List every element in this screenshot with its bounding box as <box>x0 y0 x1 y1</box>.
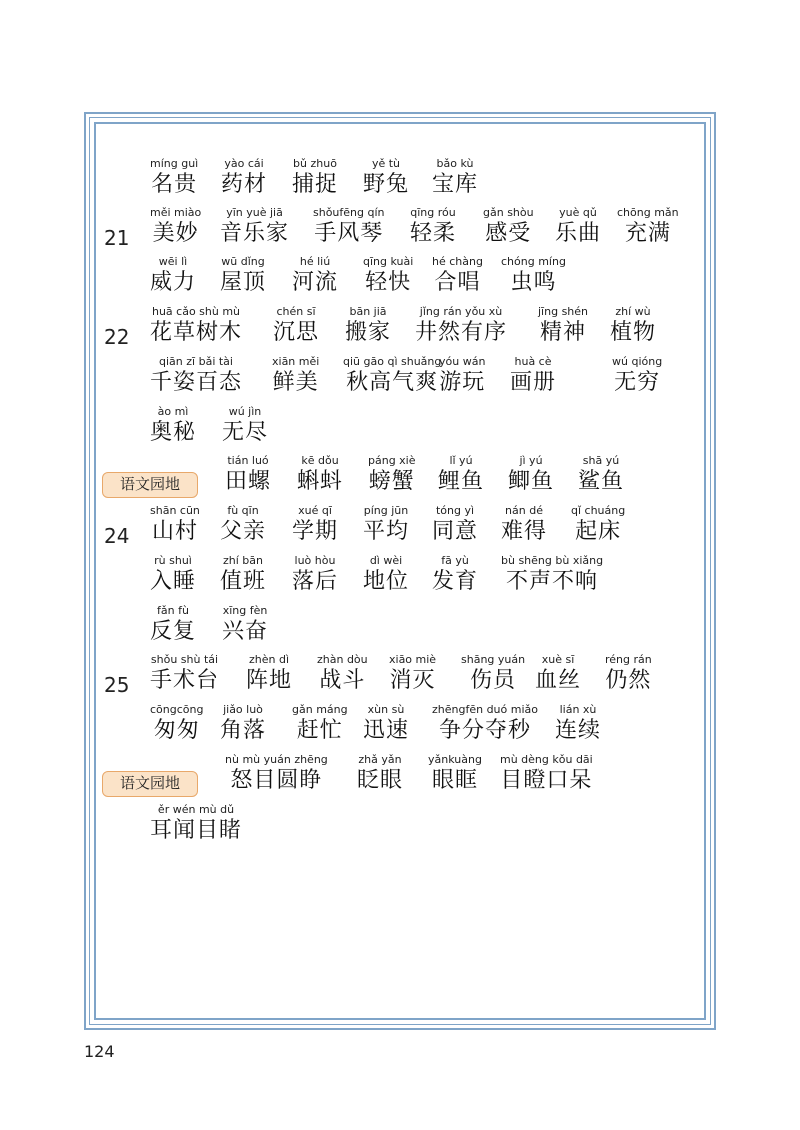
hanzi: 井然有序 <box>415 320 508 345</box>
hanzi: 战斗 <box>319 668 366 693</box>
hanzi: 兴奋 <box>222 619 269 644</box>
vocab-word <box>292 703 348 745</box>
hanzi: 入睡 <box>150 569 197 594</box>
hanzi: 伤员 <box>470 668 517 693</box>
hanzi: 充满 <box>624 221 671 246</box>
pinyin: jiǎo luò <box>223 703 263 716</box>
vocab-word <box>501 554 603 596</box>
vocab-word <box>438 454 484 496</box>
vocab-word <box>150 355 242 397</box>
hanzi: 发育 <box>432 569 479 594</box>
pinyin: bǎo kù <box>436 157 474 170</box>
vocab-word <box>555 703 601 745</box>
vocab-word <box>150 504 200 546</box>
pinyin: luò hòu <box>294 554 336 567</box>
hanzi: 耳闻目睹 <box>150 818 243 843</box>
lesson-number: 21 <box>104 226 130 250</box>
pinyin: jǐng rán yǒu xù <box>419 305 503 318</box>
vocab-word <box>555 206 601 248</box>
hanzi: 河流 <box>292 270 339 295</box>
pinyin: qīng róu <box>410 206 456 219</box>
pinyin: chōng mǎn <box>617 206 679 219</box>
pinyin: chóng míng <box>501 255 566 268</box>
vocab-word <box>432 255 483 297</box>
vocab-word <box>292 157 338 199</box>
hanzi: 目瞪口呆 <box>500 768 593 793</box>
hanzi: 值班 <box>220 569 267 594</box>
vocab-word <box>368 454 416 496</box>
pinyin: nù mù yuán zhēng <box>225 753 328 766</box>
hanzi: 消灭 <box>389 668 436 693</box>
pinyin: rù shuì <box>154 554 192 567</box>
hanzi: 不声不响 <box>506 569 599 594</box>
pinyin: yóu wán <box>439 355 486 368</box>
pinyin: fā yù <box>441 554 469 567</box>
lesson-number: 22 <box>104 325 130 349</box>
pinyin: gǎn máng <box>292 703 348 716</box>
vocab-word <box>432 703 538 745</box>
section-badge-yuwen-yuandi: 语文园地 <box>102 472 198 498</box>
hanzi: 美妙 <box>152 221 199 246</box>
vocab-word <box>220 504 266 546</box>
pinyin: qīng kuài <box>363 255 414 268</box>
pinyin: qǐ chuáng <box>571 504 626 517</box>
hanzi: 画册 <box>510 370 557 395</box>
pinyin: shǒu shù tái <box>150 653 219 666</box>
pinyin: zhí wù <box>615 305 651 318</box>
hanzi: 虫鸣 <box>510 270 557 295</box>
pinyin: zhēngfēn duó miǎo <box>432 703 538 716</box>
pinyin: xuè sī <box>541 653 575 666</box>
vocab-word <box>571 504 625 546</box>
pinyin: wēi lì <box>158 255 188 268</box>
vocab-word <box>246 653 292 695</box>
vocab-word <box>222 405 268 447</box>
pinyin: xué qī <box>298 504 332 517</box>
pinyin: huā cǎo shù mù <box>151 305 241 318</box>
vocab-word <box>363 554 409 596</box>
hanzi: 连续 <box>555 718 602 743</box>
vocab-word <box>432 157 478 199</box>
vocab-word <box>220 703 266 745</box>
hanzi: 花草树木 <box>150 320 243 345</box>
vocab-word <box>617 206 679 248</box>
hanzi: 争分夺秒 <box>438 718 531 743</box>
pinyin: lián xù <box>559 703 597 716</box>
vocab-word <box>225 753 328 795</box>
vocab-word <box>220 255 266 297</box>
vocab-word <box>535 653 581 695</box>
hanzi: 螃蟹 <box>368 469 415 494</box>
pinyin: shān cūn <box>150 504 200 517</box>
hanzi: 怒目圆睁 <box>230 768 323 793</box>
pinyin: bù shēng bù xiǎng <box>501 554 604 567</box>
pinyin: bǔ zhuō <box>293 157 337 170</box>
pinyin: shā yú <box>582 454 620 467</box>
vocab-word <box>150 803 242 845</box>
hanzi: 屋顶 <box>220 270 267 295</box>
hanzi: 鲨鱼 <box>578 469 625 494</box>
hanzi: 威力 <box>150 270 197 295</box>
vocab-word <box>150 703 203 745</box>
hanzi: 无尽 <box>222 420 269 445</box>
vocab-word <box>357 753 403 795</box>
pinyin: páng xiè <box>368 454 416 467</box>
vocab-word <box>415 305 507 347</box>
hanzi: 游玩 <box>439 370 486 395</box>
lesson-number: 24 <box>104 524 130 548</box>
vocab-word <box>292 554 338 596</box>
hanzi: 奥秘 <box>150 420 197 445</box>
hanzi: 赶忙 <box>296 718 343 743</box>
pinyin: tián luó <box>227 454 269 467</box>
hanzi: 父亲 <box>220 519 267 544</box>
vocab-word <box>150 405 196 447</box>
pinyin: jīng shén <box>538 305 589 318</box>
vocab-word <box>150 305 242 347</box>
pinyin: dì wèi <box>369 554 403 567</box>
hanzi: 同意 <box>432 519 479 544</box>
pinyin: zhǎ yǎn <box>358 753 402 766</box>
vocab-word <box>150 206 201 248</box>
vocab-word <box>313 206 385 248</box>
hanzi: 角落 <box>220 718 267 743</box>
hanzi: 反复 <box>150 619 197 644</box>
hanzi: 无穷 <box>614 370 661 395</box>
vocab-word <box>150 653 219 695</box>
hanzi: 感受 <box>485 221 532 246</box>
vocab-word <box>272 355 319 397</box>
hanzi: 植物 <box>610 320 657 345</box>
hanzi: 轻快 <box>365 270 412 295</box>
vocab-word <box>225 454 271 496</box>
vocab-word <box>432 504 478 546</box>
pinyin: hé liú <box>299 255 331 268</box>
hanzi: 匆匆 <box>153 718 200 743</box>
hanzi: 眨眼 <box>357 768 404 793</box>
pinyin: qiān zī bǎi tài <box>159 355 233 368</box>
lesson-number: 25 <box>104 673 130 697</box>
vocab-word <box>363 703 409 745</box>
vocab-word <box>343 355 441 397</box>
vocab-word <box>538 305 588 347</box>
pinyin: chén sī <box>276 305 316 318</box>
hanzi: 乐曲 <box>555 221 602 246</box>
vocab-word <box>345 305 391 347</box>
pinyin: yīn yuè jiā <box>226 206 283 219</box>
pinyin: hé chàng <box>432 255 483 268</box>
pinyin: huà cè <box>514 355 552 368</box>
pinyin: tóng yì <box>435 504 475 517</box>
vocab-word <box>150 157 198 199</box>
pinyin: shǒufēng qín <box>313 206 385 219</box>
hanzi: 学期 <box>292 519 339 544</box>
vocab-word <box>221 157 267 199</box>
vocab-word <box>410 206 456 248</box>
hanzi: 音乐家 <box>220 221 290 246</box>
pinyin: bān jiā <box>349 305 387 318</box>
hanzi: 轻柔 <box>410 221 457 246</box>
pinyin: xùn sù <box>367 703 405 716</box>
vocab-word <box>578 454 624 496</box>
vocab-word <box>297 454 343 496</box>
hanzi: 搬家 <box>345 320 392 345</box>
hanzi: 起床 <box>575 519 622 544</box>
vocab-word <box>610 305 656 347</box>
hanzi: 阵地 <box>246 668 293 693</box>
hanzi: 精神 <box>540 320 587 345</box>
vocab-word <box>273 305 319 347</box>
pinyin: nán dé <box>505 504 543 517</box>
pinyin: ěr wén mù dǔ <box>157 803 235 816</box>
pinyin: kē dǒu <box>301 454 339 467</box>
pinyin: yě tù <box>371 157 401 170</box>
vocab-word <box>605 653 652 695</box>
pinyin: píng jūn <box>363 504 409 517</box>
hanzi: 捕捉 <box>292 172 339 197</box>
vocab-word <box>220 206 289 248</box>
pinyin: xiāo miè <box>389 653 437 666</box>
vocab-word <box>292 504 338 546</box>
hanzi: 迅速 <box>363 718 410 743</box>
hanzi: 眼眶 <box>431 768 478 793</box>
hanzi: 鲫鱼 <box>508 469 555 494</box>
pinyin: shāng yuán <box>461 653 526 666</box>
vocab-word <box>501 504 547 546</box>
hanzi: 田螺 <box>225 469 272 494</box>
vocab-word <box>432 554 478 596</box>
pinyin: měi miào <box>150 206 202 219</box>
section-badge-yuwen-yuandi: 语文园地 <box>102 771 198 797</box>
hanzi: 鲤鱼 <box>438 469 485 494</box>
hanzi: 地位 <box>363 569 410 594</box>
hanzi: 蝌蚪 <box>297 469 344 494</box>
vocab-word <box>500 753 593 795</box>
pinyin: wū dǐng <box>221 255 265 268</box>
pinyin: qiū gāo qì shuǎng <box>343 355 442 368</box>
hanzi: 千姿百态 <box>150 370 243 395</box>
pinyin: lǐ yú <box>449 454 473 467</box>
vocab-word <box>428 753 482 795</box>
hanzi: 名贵 <box>151 172 198 197</box>
pinyin: yào cái <box>224 157 264 170</box>
hanzi: 秋高气爽 <box>346 370 439 395</box>
vocab-word <box>292 255 338 297</box>
pinyin: ào mì <box>157 405 189 418</box>
pinyin: fǎn fù <box>157 604 189 617</box>
vocab-word <box>363 504 409 546</box>
vocab-word <box>222 604 268 646</box>
hanzi: 平均 <box>363 519 410 544</box>
vocab-word <box>150 604 196 646</box>
hanzi: 野兔 <box>363 172 410 197</box>
hanzi: 沉思 <box>273 320 320 345</box>
hanzi: 仍然 <box>605 668 652 693</box>
pinyin: fù qīn <box>227 504 259 517</box>
pinyin: réng rán <box>605 653 652 666</box>
vocab-word <box>501 255 566 297</box>
pinyin: jì yú <box>519 454 543 467</box>
vocab-word <box>439 355 485 397</box>
vocab-word <box>150 255 196 297</box>
vocab-word <box>363 255 413 297</box>
pinyin: wú qióng <box>612 355 663 368</box>
pinyin: zhí bān <box>223 554 263 567</box>
pinyin: xiān měi <box>272 355 320 368</box>
pinyin: zhàn dòu <box>317 653 368 666</box>
vocab-word <box>461 653 525 695</box>
vocab-word <box>363 157 409 199</box>
pinyin: cōngcōng <box>150 703 204 716</box>
vocab-word <box>150 554 196 596</box>
vocab-word <box>317 653 368 695</box>
hanzi: 落后 <box>292 569 339 594</box>
hanzi: 难得 <box>501 519 548 544</box>
page-number: 124 <box>84 1042 115 1061</box>
hanzi: 手风琴 <box>314 221 384 246</box>
hanzi: 山村 <box>151 519 198 544</box>
vocab-word <box>389 653 436 695</box>
pinyin: yǎnkuàng <box>428 753 482 766</box>
hanzi: 药材 <box>221 172 268 197</box>
hanzi: 手术台 <box>150 668 220 693</box>
hanzi: 合唱 <box>434 270 481 295</box>
vocab-word <box>483 206 534 248</box>
hanzi: 血丝 <box>535 668 582 693</box>
pinyin: zhèn dì <box>248 653 290 666</box>
vocab-word <box>508 454 554 496</box>
pinyin: gǎn shòu <box>483 206 534 219</box>
vocab-word <box>510 355 556 397</box>
pinyin: mù dèng kǒu dāi <box>500 753 593 766</box>
pinyin: yuè qǔ <box>559 206 597 219</box>
pinyin: wú jìn <box>228 405 262 418</box>
hanzi: 宝库 <box>432 172 479 197</box>
vocab-word <box>612 355 662 397</box>
vocab-word <box>220 554 266 596</box>
pinyin: xīng fèn <box>222 604 268 617</box>
pinyin: míng guì <box>150 157 199 170</box>
hanzi: 鲜美 <box>272 370 319 395</box>
